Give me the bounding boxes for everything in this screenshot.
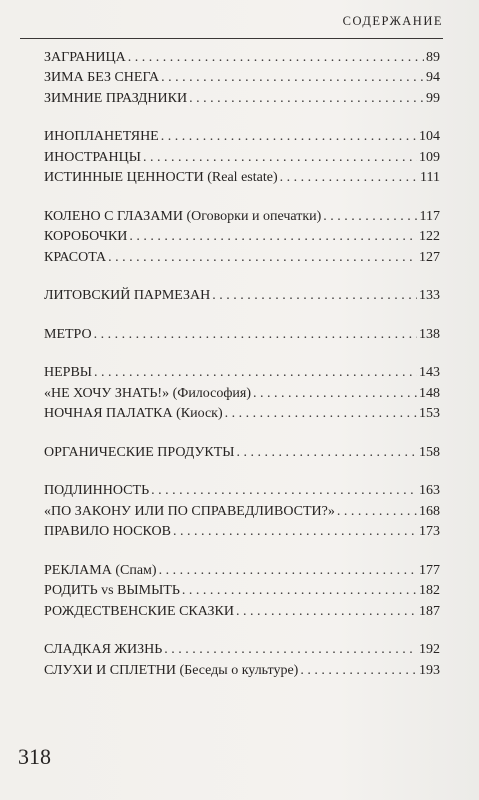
dot-leader [225,405,417,423]
toc-entry-page: 109 [419,149,440,165]
dot-leader [182,582,417,600]
dot-leader [108,249,417,267]
toc-entry-title: ЗИМА БЕЗ СНЕГА [44,70,160,85]
dot-leader [173,523,417,541]
toc-entry [44,126,440,147]
dot-leader [143,149,417,167]
toc-entry-title: КОЛЕНО С ГЛАЗАМИ (Оговорки и опечатки) [44,208,322,224]
toc-entry-page: 177 [419,562,440,578]
table-of-contents [44,46,440,698]
toc-entry-page: 182 [419,583,440,598]
toc-entry-page: 111 [420,170,440,185]
toc-entry-title: РЕКЛАМА (Спам) [44,562,157,578]
toc-entry-page: 192 [419,642,440,657]
toc-group [44,639,440,680]
toc-entry-title: ЛИТОВСКИЙ ПАРМЕЗАН [44,288,211,303]
dot-leader [159,562,417,580]
toc-entry-page: 133 [419,288,440,303]
toc-entry [44,580,440,601]
dot-leader [280,169,418,187]
toc-entry [44,246,440,267]
toc-entry-page: 127 [419,249,440,265]
toc-entry [44,600,440,621]
toc-group [44,285,440,306]
toc-entry-title: СЛАДКАЯ ЖИЗНЬ [44,642,163,657]
dot-leader [237,444,418,462]
toc-entry-page: 94 [426,70,440,85]
toc-entry-page: 89 [426,49,440,65]
toc-entry-page: 104 [419,129,440,144]
toc-entry-title: НЕРВЫ [44,365,92,380]
dot-leader [161,69,424,87]
dot-leader [128,49,424,67]
toc-entry [44,323,440,344]
toc-entry [44,480,440,501]
toc-entry [44,500,440,521]
toc-entry-page: 138 [419,326,440,342]
toc-group [44,323,440,344]
dot-leader [151,482,417,500]
toc-entry-title: МЕТРО [44,326,92,342]
toc-entry-title: НОЧНАЯ ПАЛАТКА (Киоск) [44,406,223,421]
dot-leader [300,662,417,680]
dot-leader [94,326,417,344]
dot-leader [337,503,417,521]
dot-leader [94,364,417,382]
toc-entry-page: 143 [419,365,440,380]
toc-entry-title: ИСТИННЫЕ ЦЕННОСТИ (Real estate) [44,170,278,185]
toc-entry-page: 187 [419,603,440,619]
dot-leader [212,287,417,305]
toc-group [44,441,440,462]
toc-entry-title: КОРОБОЧКИ [44,229,128,244]
toc-entry-page: 168 [419,503,440,519]
dot-leader [236,603,417,621]
toc-entry [44,521,440,542]
toc-group [44,362,440,424]
dot-leader [161,128,417,146]
toc-entry-title: ИНОСТРАНЦЫ [44,149,141,165]
toc-entry-page: 117 [419,208,440,224]
toc-entry-title: «ПО ЗАКОНУ ИЛИ ПО СПРАВЕДЛИВОСТИ?» [44,503,335,519]
toc-entry [44,46,440,67]
toc-group [44,205,440,267]
toc-entry-title: ИНОПЛАНЕТЯНЕ [44,129,159,144]
toc-entry [44,559,440,580]
dot-leader [253,385,417,403]
toc-entry-title: КРАСОТА [44,249,107,265]
toc-entry [44,285,440,306]
toc-entry [44,167,440,188]
toc-group [44,480,440,542]
toc-entry-title: ПРАВИЛО НОСКОВ [44,524,171,539]
dot-leader [323,208,417,226]
toc-entry [44,362,440,383]
toc-entry [44,205,440,226]
toc-entry-title: РОЖДЕСТВЕНСКИЕ СКАЗКИ [44,603,234,619]
toc-entry-title: ЗАГРАНИЦА [44,49,126,65]
toc-entry [44,67,440,88]
toc-entry-title: ПОДЛИННОСТЬ [44,483,150,498]
toc-entry [44,403,440,424]
toc-group [44,559,440,621]
toc-entry [44,146,440,167]
dot-leader [164,641,417,659]
toc-entry-page: 163 [419,483,440,498]
toc-entry [44,639,440,660]
toc-entry [44,441,440,462]
dot-leader [189,90,424,108]
toc-entry-page: 193 [419,662,440,678]
toc-group [44,126,440,188]
toc-entry [44,87,440,108]
toc-entry-page: 153 [419,406,440,421]
header-title: СОДЕРЖАНИЕ [342,14,443,28]
toc-entry-page: 99 [426,90,440,106]
running-header [20,10,443,39]
toc-entry [44,659,440,680]
toc-entry-title: ОРГАНИЧЕСКИЕ ПРОДУКТЫ [44,444,235,460]
toc-entry-title: ЗИМНИЕ ПРАЗДНИКИ [44,90,188,106]
toc-entry-page: 158 [419,444,440,460]
toc-entry [44,382,440,403]
toc-entry-page: 122 [419,229,440,244]
toc-group [44,46,440,108]
toc-entry [44,226,440,247]
toc-entry-title: «НЕ ХОЧУ ЗНАТЬ!» (Философия) [44,385,252,401]
page-number: 318 [18,744,51,769]
toc-entry-page: 173 [419,524,440,539]
dot-leader [129,228,417,246]
toc-entry-page: 148 [419,385,440,401]
toc-entry-title: СЛУХИ И СПЛЕТНИ (Беседы о культуре) [44,662,299,678]
toc-entry-title: РОДИТЬ vs ВЫМЫТЬ [44,583,180,598]
